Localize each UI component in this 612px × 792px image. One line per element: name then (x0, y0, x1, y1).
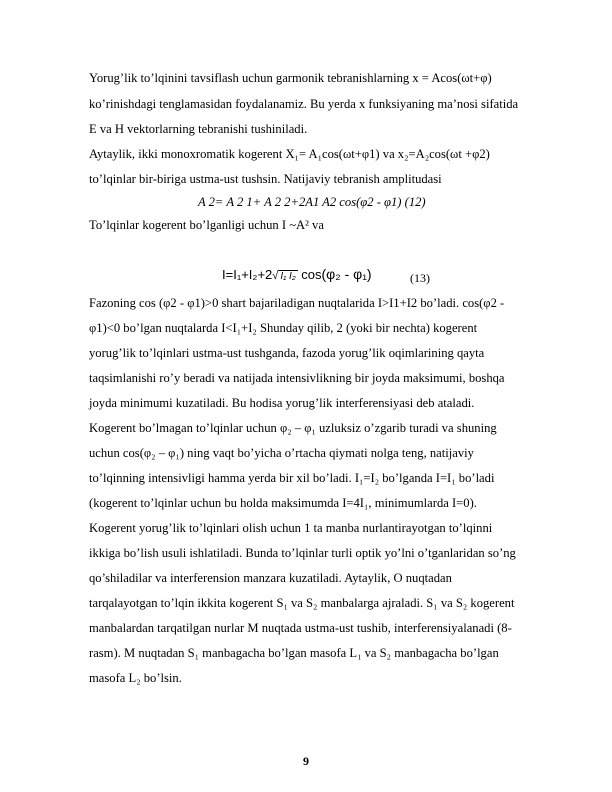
text-line: (kogerent to’lqinlar uchun bu holda maksimumda I=4I₁, minimumlarda I=0). (89, 496, 477, 510)
text-line: to’lqinlar bir-biriga ustma-ust tushsin. Natijaviy tebranish amplitudasi (89, 172, 442, 186)
text-line: E va H vektorlarning tebranishi tushiniladi. (89, 122, 308, 136)
text-line: to’lqinning intensivligi hamma yerda bir xil bo’ladi. I₁=I₂ bo’lganda I=I₁ bo’ladi (89, 471, 495, 485)
text-line: ikkiga bo’lish usuli ishlatiladi. Bunda to’lqinlar turli optik yo’lni o’tganlaridan so’ng (89, 546, 516, 560)
text-line: uchun cos(φ₂ – φ₁) ning vaqt bo’yicha o’rtacha qiymati nolga teng, natijaviy (89, 446, 474, 460)
text-line: yorug’lik to’lqinlari ustma-ust tushganda, fazoda yorug’lik oqimlarining qayta (89, 346, 485, 360)
text-line: φ1)<0 bo’lgan nuqtalarda I<I₁+I₂ Shunday qilib, 2 (yoki bir nechta) kogerent (89, 321, 478, 335)
equation-13-root: I₁ I₂ (280, 271, 296, 282)
text-line: joyda minimumi kuzatiladi. Bu hodisa yorug’lik interferensiyasi deb ataladi. (89, 396, 475, 410)
equation-13-number: (13) (410, 271, 430, 285)
equation-13-cos: cos (301, 267, 322, 282)
text-line: masofa L₂ bo’lsin. (89, 671, 182, 685)
text-line: Fazoning cos (φ2 - φ1)>0 shart bajariladigan nuqtalarida I>I1+I2 bo’ladi. cos(φ2 - (89, 296, 505, 310)
text-line: Yorug’lik to’lqinini tavsiflash uchun garmonik tebranishlarning x = Acos(ωt+φ) (89, 71, 492, 85)
text-line: Kogerent bo’lmagan to’lqinlar uchun φ₂ – φ₁ uzluksiz o’zgarib turadi va shuning (89, 421, 497, 435)
text-line: qo’shiladilar va interferension manzara kuzatiladi. Aytaylik, O nuqtadan (89, 571, 452, 585)
text-line: rasm). M nuqtadan S₁ manbagacha bo’lgan masofa L₁ va S₂ manbagacha bo’lgan (89, 646, 499, 660)
equation-13-arg: (φ₂ - φ₁) (321, 266, 372, 282)
page-number: 9 (303, 754, 309, 768)
equation-13-lhs: I=I₁+I₂+2 (222, 267, 273, 282)
sqrt-icon: √ (272, 270, 279, 282)
text-line: Kogerent yorug’lik to’lqinlari olish uchun 1 ta manba nurlantirayotgan to’lqinni (89, 521, 493, 535)
text-line: taqsimlanishi ro’y beradi va natijada intensivlikning bir joyda maksimumi, boshqa (89, 371, 505, 385)
equation-12: A 2= A 2 1+ A 2 2+2A1 A2 cos(φ2 - φ1) (12) (198, 195, 426, 209)
equation-13 (222, 266, 372, 282)
text-line: To’lqinlar kogerent bo’lganligi uchun I ~A² va (89, 218, 324, 232)
text-line: tarqalayotgan to’lqin ikkita kogerent S₁ va S₂ manbalarga ajraladi. S₁ va S₂ kogerent (89, 596, 515, 610)
text-line: ko’rinishdagi tenglamasidan foydalanamiz. Bu yerda x funksiyaning ma’nosi sifatida (89, 97, 519, 111)
text-line: manbalardan tarqatilgan nurlar M nuqtada ustma-ust tushib, interferensiyalanadi (8- (89, 621, 512, 635)
text-line-with-equations: Aytaylik, ikki monoxromatik kogerent X₁= A₁cos(ωt+φ1) va x₂=A₂cos(ωt +φ2) (89, 147, 490, 161)
